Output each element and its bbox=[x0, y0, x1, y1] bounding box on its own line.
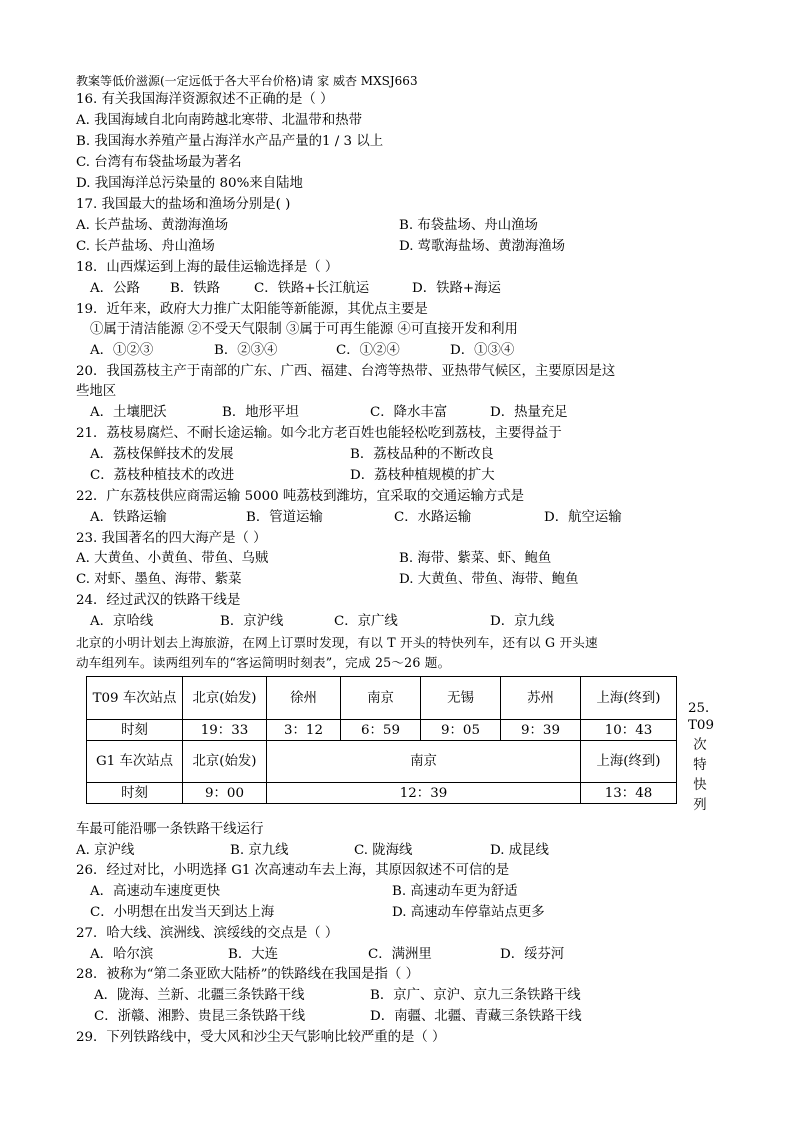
q24-option-c: C．京广线 bbox=[334, 614, 398, 629]
q19-stem: 19．近年来，政府大力推广太阳能等新能源，其优点主要是 bbox=[76, 302, 428, 317]
t09-time: 19：33 bbox=[183, 720, 267, 741]
t09-time-label: 时刻 bbox=[87, 720, 183, 741]
q17-option-a: A. 长芦盐场、黄渤海渔场 bbox=[76, 218, 229, 233]
t09-stations-row bbox=[87, 677, 677, 720]
t09-time: 6：59 bbox=[341, 720, 421, 741]
q20-stem-cont: 些地区 bbox=[76, 384, 117, 399]
q27-stem: 27．哈大线、滨洲线、滨绥线的交点是（ ） bbox=[76, 926, 339, 941]
g1-time: 9：00 bbox=[183, 783, 267, 804]
q20-option-b: B．地形平坦 bbox=[222, 405, 299, 420]
q25-side-text: T09次特快列 bbox=[688, 718, 714, 813]
q18-option-a: A．公路 bbox=[90, 281, 140, 296]
q25-number: 25． bbox=[688, 701, 719, 716]
g1-label-cell: G1 车次站点 bbox=[87, 741, 183, 783]
t09-station: 北京(始发) bbox=[183, 677, 267, 720]
q27-option-b: B．大连 bbox=[228, 947, 279, 962]
passage-line-2: 动车组列车。读两组列车的“客运简明时刻表”，完成 25～26 题。 bbox=[76, 655, 451, 670]
q23-stem: 23. 我国著名的四大海产是（ ） bbox=[76, 531, 267, 546]
q18-option-b: B．铁路 bbox=[170, 281, 221, 296]
q20-stem: 20．我国荔枝主产于南部的广东、广西、福建、台湾等热带、亚热带气候区，主要原因是这 bbox=[76, 364, 616, 379]
q19-option-b: B．②③④ bbox=[214, 343, 278, 358]
g1-stations-row bbox=[87, 741, 677, 783]
t09-time: 3：12 bbox=[267, 720, 341, 741]
g1-station: 南京 bbox=[267, 741, 581, 783]
q22-option-a: A．铁路运输 bbox=[90, 510, 167, 525]
t09-station: 上海(终到) bbox=[581, 677, 677, 720]
t09-time: 9：39 bbox=[501, 720, 581, 741]
q25-option-a: A. 京沪线 bbox=[76, 843, 135, 858]
t09-label-cell: T09 车次站点 bbox=[87, 677, 183, 720]
q23-option-b: B. 海带、紫菜、虾、鲍鱼 bbox=[399, 551, 552, 566]
q22-option-c: C．水路运输 bbox=[394, 510, 472, 525]
q27-option-c: C．满洲里 bbox=[368, 947, 432, 962]
g1-station: 北京(始发) bbox=[183, 741, 267, 783]
q16-option-b: B. 我国海水养殖产量占海洋水产品产量的1 / 3 以上 bbox=[76, 134, 384, 149]
q16-option-c: C. 台湾有布袋盐场最为著名 bbox=[76, 155, 242, 170]
q16-option-a: A. 我国海域自北向南跨越北寒带、北温带和热带 bbox=[76, 113, 362, 128]
g1-times-row bbox=[87, 783, 677, 804]
q28-stem: 28．被称为“第二条亚欧大陆桥”的铁路线在我国是指（ ） bbox=[76, 967, 419, 982]
q24-option-b: B．京沪线 bbox=[220, 614, 284, 629]
q20-option-c: C．降水丰富 bbox=[370, 405, 448, 420]
q23-option-d: D. 大黄鱼、带鱼、海带、鲍鱼 bbox=[399, 572, 579, 587]
t09-station: 徐州 bbox=[267, 677, 341, 720]
q19-option-c: C．①②④ bbox=[336, 343, 400, 358]
q17-option-d: D. 莺歌海盐场、黄渤海渔场 bbox=[399, 239, 566, 254]
q19-option-a: A．①②③ bbox=[90, 343, 154, 358]
t09-times-row bbox=[87, 720, 677, 741]
q21-option-b: B．荔枝品种的不断改良 bbox=[350, 447, 494, 462]
q16-option-d: D. 我国海洋总污染量的 80%来自陆地 bbox=[76, 176, 303, 191]
q24-stem: 24．经过武汉的铁路干线是 bbox=[76, 593, 241, 608]
q21-option-c: C．荔枝种植技术的改进 bbox=[90, 468, 235, 483]
q26-option-a: A．高速动车速度更快 bbox=[90, 884, 221, 899]
q25-option-b: B. 京九线 bbox=[230, 843, 289, 858]
g1-time: 13：48 bbox=[581, 783, 677, 804]
q26-stem: 26．经过对比，小明选择 G1 次高速动车去上海，其原因叙述不可信的是 bbox=[76, 863, 510, 878]
passage-line-1: 北京的小明计划去上海旅游，在网上订票时发现，有以 T 开头的特快列车，还有以 G 开头速 bbox=[76, 635, 598, 650]
q17-option-c: C. 长芦盐场、舟山渔场 bbox=[76, 239, 215, 254]
q27-option-a: A．哈尔滨 bbox=[90, 947, 154, 962]
q21-stem: 21．荔枝易腐烂、不耐长途运输。如今北方老百姓也能轻松吃到荔枝，主要得益于 bbox=[76, 426, 562, 441]
q20-option-a: A．土壤肥沃 bbox=[90, 405, 167, 420]
g1-station: 上海(终到) bbox=[581, 741, 677, 783]
t09-station: 苏州 bbox=[501, 677, 581, 720]
q25-stem-cont: 车最可能沿哪一条铁路干线运行 bbox=[76, 822, 264, 837]
q22-option-d: D．航空运输 bbox=[544, 510, 622, 525]
q25-option-c: C. 陇海线 bbox=[354, 843, 413, 858]
q25-option-d: D. 成昆线 bbox=[490, 843, 549, 858]
q26-option-d: D. 高速动车停靠站点更多 bbox=[392, 905, 545, 920]
t09-time: 10：43 bbox=[581, 720, 677, 741]
q17-option-b: B. 布袋盐场、舟山渔场 bbox=[399, 218, 538, 233]
q26-option-b: B. 高速动车更为舒适 bbox=[392, 884, 518, 899]
q29-stem: 29．下列铁路线中，受大风和沙尘天气影响比较严重的是（ ） bbox=[76, 1030, 446, 1045]
q19-items: ①属于清洁能源 ②不受天气限制 ③属于可再生能源 ④可直接开发和利用 bbox=[90, 322, 518, 337]
q18-option-c: C．铁路+长江航运 bbox=[254, 281, 370, 296]
q20-option-d: D．热量充足 bbox=[490, 405, 568, 420]
q21-option-a: A．荔枝保鲜技术的发展 bbox=[90, 447, 234, 462]
page-header: 教案等低价滋源(一定远低于各大平台价格)请 家 威杏 MXSJ663 bbox=[76, 74, 418, 88]
q19-option-d: D．①③④ bbox=[450, 343, 515, 358]
q28-option-d: D．南疆、北疆、青藏三条铁路干线 bbox=[370, 1009, 582, 1024]
train-timetable bbox=[86, 676, 677, 804]
q23-option-a: A. 大黄鱼、小黄鱼、带鱼、乌贼 bbox=[76, 551, 269, 566]
t09-station: 南京 bbox=[341, 677, 421, 720]
q28-option-c: C．浙赣、湘黔、贵昆三条铁路干线 bbox=[94, 1009, 306, 1024]
q24-option-a: A．京哈线 bbox=[90, 614, 154, 629]
t09-station: 无锡 bbox=[421, 677, 501, 720]
g1-time-label: 时刻 bbox=[87, 783, 183, 804]
g1-time: 12：39 bbox=[267, 783, 581, 804]
q22-stem: 22．广东荔枝供应商需运输 5000 吨荔枝到潍坊，宜采取的交通运输方式是 bbox=[76, 489, 524, 504]
q16-stem: 16. 有关我国海洋资源叙述不正确的是（ ） bbox=[76, 92, 334, 107]
q21-option-d: D．荔枝种植规模的扩大 bbox=[350, 468, 495, 483]
q22-option-b: B．管道运输 bbox=[246, 510, 323, 525]
q23-option-c: C. 对虾、墨鱼、海带、紫菜 bbox=[76, 572, 242, 587]
t09-time: 9：05 bbox=[421, 720, 501, 741]
q27-option-d: D．绥芬河 bbox=[500, 947, 565, 962]
q18-option-d: D．铁路+海运 bbox=[412, 281, 501, 296]
q17-stem: 17. 我国最大的盐场和渔场分别是( ) bbox=[76, 197, 291, 212]
q18-stem: 18．山西煤运到上海的最佳运输选择是（ ） bbox=[76, 260, 339, 275]
q26-option-c: C．小明想在出发当天到达上海 bbox=[90, 905, 275, 920]
q28-option-b: B．京广、京沪、京九三条铁路干线 bbox=[370, 988, 581, 1003]
q24-option-d: D．京九线 bbox=[490, 614, 555, 629]
q28-option-a: A．陇海、兰新、北疆三条铁路干线 bbox=[94, 988, 305, 1003]
